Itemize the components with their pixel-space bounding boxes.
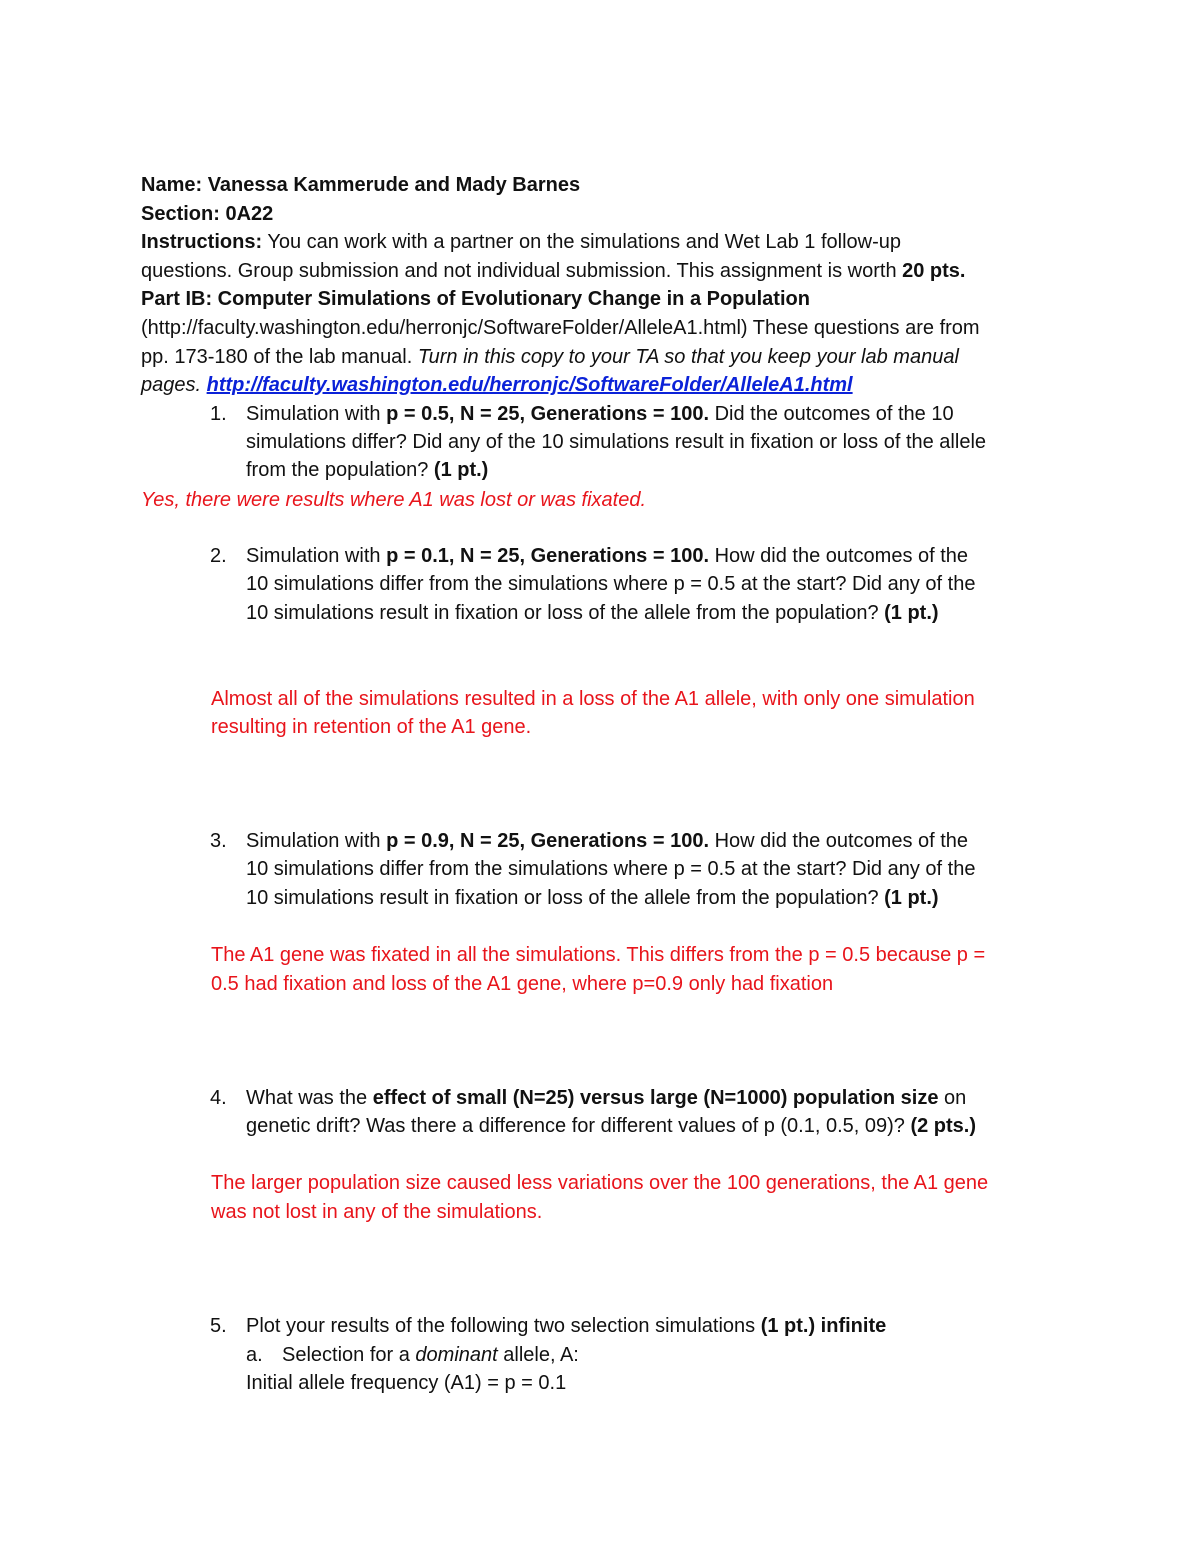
question-1-number: 1. xyxy=(210,403,227,425)
instructions-line-2: questions. Group submission and not individual submission. This assignment is worth 20 pts. xyxy=(141,260,966,282)
question-5-number: 5. xyxy=(210,1315,227,1337)
answer-3-line-2: 0.5 had fixation and loss of the A1 gene, where p=0.9 only had fixation xyxy=(211,973,834,995)
question-4-number: 4. xyxy=(210,1087,227,1109)
question-5a-line-1: Selection for a dominant allele, A: xyxy=(282,1344,579,1366)
answer-3-line-1: The A1 gene was fixated in all the simulations. This differs from the p = 0.5 because p = xyxy=(211,944,986,966)
question-2-number: 2. xyxy=(210,545,227,567)
question-2-line-1: Simulation with p = 0.1, N = 25, Generations = 100. How did the outcomes of the xyxy=(246,545,969,567)
question-1-line-1: Simulation with p = 0.5, N = 25, Generations = 100. Did the outcomes of the 10 xyxy=(246,403,954,425)
question-1-line-2: simulations differ? Did any of the 10 simulations result in fixation or loss of the allele xyxy=(246,431,987,453)
instructions-label: Instructions: xyxy=(141,231,263,253)
name-line: Name: Vanessa Kammerude and Mady Barnes xyxy=(141,174,581,196)
question-2-line-2: 10 simulations differ from the simulations where p = 0.5 at the start? Did any of the xyxy=(246,573,976,595)
part-link-line: pages. http://faculty.washington.edu/herronjc/SoftwareFolder/AlleleA1.html xyxy=(141,374,853,396)
section-line: Section: 0A22 xyxy=(141,203,274,225)
answer-2-line-1: Almost all of the simulations resulted in a loss of the A1 allele, with only one simulation xyxy=(211,688,975,710)
question-3-number: 3. xyxy=(210,830,227,852)
question-5a-line-2: Initial allele frequency (A1) = p = 0.1 xyxy=(246,1372,567,1394)
answer-1: Yes, there were results where A1 was lost or was fixated. xyxy=(141,489,647,511)
part-url-line: (http://faculty.washington.edu/herronjc/SoftwareFolder/AlleleA1.html) These questions are from xyxy=(141,317,980,339)
question-3-line-2: 10 simulations differ from the simulations where p = 0.5 at the start? Did any of the xyxy=(246,858,976,880)
question-4-line-2: genetic drift? Was there a difference for different values of p (0.1, 0.5, 09)? (2 pts.) xyxy=(246,1115,977,1137)
answer-2-line-2: resulting in retention of the A1 gene. xyxy=(211,716,532,738)
question-4-line-1: What was the effect of small (N=25) versus large (N=1000) population size on xyxy=(246,1087,967,1109)
answer-4-line-2: was not lost in any of the simulations. xyxy=(211,1201,543,1223)
part-heading: Part IB: Computer Simulations of Evolutionary Change in a Population xyxy=(141,288,810,310)
answer-4-line-1: The larger population size caused less variations over the 100 generations, the A1 gene xyxy=(211,1172,989,1194)
assignment-points: 20 pts. xyxy=(902,260,966,282)
question-1-line-3: from the population? (1 pt.) xyxy=(246,459,489,481)
part-manual-line: pp. 173-180 of the lab manual. Turn in this copy to your TA so that you keep your lab manual xyxy=(141,346,959,368)
allele-simulation-link[interactable]: http://faculty.washington.edu/herronjc/SoftwareFolder/AlleleA1.html xyxy=(206,374,853,396)
question-5-line-1: Plot your results of the following two selection simulations (1 pt.) infinite xyxy=(246,1315,887,1337)
question-3-line-1: Simulation with p = 0.9, N = 25, Generations = 100. How did the outcomes of the xyxy=(246,830,969,852)
question-2-line-3: 10 simulations result in fixation or loss of the allele from the population? (1 pt.) xyxy=(246,602,939,624)
instructions-line-1: Instructions: You can work with a partner on the simulations and Wet Lab 1 follow-up xyxy=(141,231,902,253)
question-5a-label: a. xyxy=(246,1344,263,1366)
question-3-line-3: 10 simulations result in fixation or loss of the allele from the population? (1 pt.) xyxy=(246,887,939,909)
